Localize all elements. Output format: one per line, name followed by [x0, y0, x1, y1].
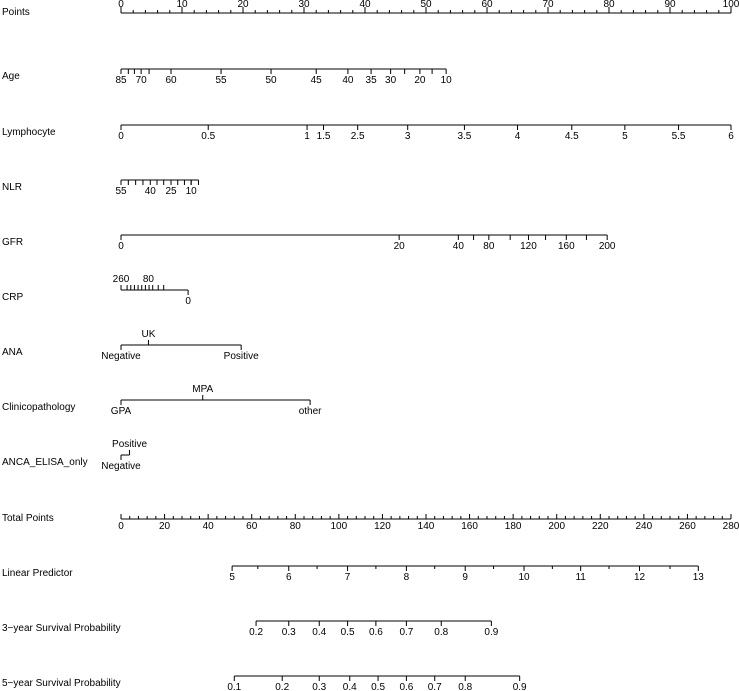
points-title: Points	[2, 7, 30, 18]
5-year-survival-probability-tick-label: 0.2	[275, 682, 290, 691]
total-points-tick-label: 100	[330, 521, 348, 532]
5-year-survival-probability-tick-label: 0.1	[227, 682, 242, 691]
3-year-survival-probability-tick-label: 0.3	[281, 627, 296, 638]
gfr-tick-label: 40	[452, 241, 464, 252]
age-tick-label: 10	[440, 75, 452, 86]
nlr-tick-label: 25	[165, 186, 177, 197]
clinicopathology-tick-label: GPA	[110, 406, 132, 417]
linear-predictor-tick-label: 9	[462, 572, 468, 583]
3-year-survival-probability-tick-label: 0.9	[484, 627, 499, 638]
total-points-tick-label: 60	[246, 521, 258, 532]
5-year-survival-probability-title: 5−year Survival Probability	[2, 678, 121, 689]
total-points-tick-label: 260	[679, 521, 696, 532]
points-tick-label: 90	[664, 0, 676, 10]
total-points-tick-label: 240	[635, 521, 653, 532]
3-year-survival-probability-tick-label: 0.5	[340, 627, 355, 638]
lymphocyte-tick-label: 0	[118, 131, 124, 142]
linear-predictor-tick-label: 6	[285, 572, 292, 583]
total-points-tick-label: 20	[159, 521, 171, 532]
lymphocyte-tick-label: 4.5	[564, 131, 579, 142]
nlr-tick-label: 55	[115, 186, 127, 197]
total-points-tick-label: 120	[374, 521, 391, 532]
lymphocyte-tick-label: 1.5	[316, 131, 331, 142]
3-year-survival-probability-tick-label: 0.6	[368, 627, 383, 638]
total-points-tick-label: 140	[417, 521, 435, 532]
linear-predictor-tick-label: 13	[692, 572, 704, 583]
ana-title: ANA	[2, 347, 23, 358]
lymphocyte-tick-label: 5	[622, 131, 628, 142]
total-points-tick-label: 220	[591, 521, 609, 532]
crp-tick-label: 260	[112, 274, 130, 285]
3-year-survival-probability-tick-label: 0.7	[399, 627, 414, 638]
ana-tick-label: Negative	[101, 351, 141, 362]
points-tick-label: 60	[481, 0, 493, 10]
linear-predictor-tick-label: 11	[575, 572, 586, 583]
total-points-tick-label: 180	[504, 521, 522, 532]
age-tick-label: 70	[135, 75, 147, 86]
ana-tick-label: Positive	[223, 351, 259, 362]
age-tick-label: 40	[342, 75, 354, 86]
points-tick-label: 80	[603, 0, 615, 10]
gfr-title: GFR	[2, 237, 24, 248]
points-tick-label: 70	[542, 0, 554, 10]
total-points-tick-label: 160	[461, 521, 478, 532]
crp-tick-label: 0	[185, 296, 191, 307]
gfr-tick-label: 200	[598, 241, 616, 252]
5-year-survival-probability-tick-label: 0.4	[342, 682, 357, 691]
gfr-tick-label: 160	[557, 241, 575, 252]
5-year-survival-probability-tick-label: 0.3	[312, 682, 327, 691]
age-tick-label: 55	[215, 75, 227, 86]
age-tick-label: 50	[265, 75, 277, 86]
points-tick-label: 0	[118, 0, 124, 10]
total-points-tick-label: 200	[548, 521, 566, 532]
age-tick-label: 85	[115, 75, 127, 86]
anca-elisa-only-tick-label: Positive	[112, 439, 148, 450]
lymphocyte-tick-label: 3	[404, 131, 411, 142]
lymphocyte-tick-label: 3.5	[457, 131, 472, 142]
total-points-tick-label: 280	[722, 521, 739, 532]
linear-predictor-tick-label: 5	[229, 572, 235, 583]
clinicopathology-tick-label: other	[298, 406, 322, 417]
age-title: Age	[2, 71, 20, 82]
total-points-tick-label: 80	[289, 521, 301, 532]
points-tick-label: 20	[237, 0, 249, 10]
age-tick-label: 20	[414, 75, 426, 86]
points-tick-label: 40	[359, 0, 371, 10]
nlr-tick-label: 10	[185, 186, 197, 197]
3-year-survival-probability-tick-label: 0.8	[434, 627, 449, 638]
gfr-tick-label: 0	[118, 241, 124, 252]
nlr-title: NLR	[2, 182, 23, 193]
5-year-survival-probability-tick-label: 0.5	[371, 682, 386, 691]
gfr-tick-label: 80	[483, 241, 495, 252]
age-tick-label: 30	[385, 75, 397, 86]
anca-elisa-only-title: ANCA_ELISA_only	[2, 457, 88, 468]
lymphocyte-tick-label: 6	[728, 131, 734, 142]
5-year-survival-probability-tick-label: 0.8	[458, 682, 473, 691]
age-tick-label: 60	[165, 75, 177, 86]
total-points-tick-label: 40	[202, 521, 214, 532]
lymphocyte-tick-label: 5.5	[671, 131, 686, 142]
linear-predictor-tick-label: 12	[633, 572, 646, 583]
points-tick-label: 30	[298, 0, 310, 10]
nlr-tick-label: 40	[144, 186, 156, 197]
crp-tick-label: 80	[142, 274, 154, 285]
age-tick-label: 45	[310, 75, 322, 86]
clinicopathology-tick-label: MPA	[192, 384, 214, 395]
gfr-tick-label: 120	[520, 241, 537, 252]
lymphocyte-tick-label: 0.5	[201, 131, 216, 142]
total-points-title: Total Points	[2, 513, 54, 524]
5-year-survival-probability-tick-label: 0.7	[427, 682, 442, 691]
points-tick-label: 10	[176, 0, 188, 10]
crp-title: CRP	[2, 292, 24, 303]
3-year-survival-probability-title: 3−year Survival Probability	[2, 623, 121, 634]
3-year-survival-probability-tick-label: 0.4	[312, 627, 327, 638]
points-tick-label: 100	[722, 0, 739, 10]
anca-elisa-only-tick-label: Negative	[101, 461, 141, 472]
clinicopathology-title: Clinicopathology	[2, 402, 76, 413]
lymphocyte-title: Lymphocyte	[2, 127, 56, 138]
3-year-survival-probability-tick-label: 0.2	[249, 627, 264, 638]
5-year-survival-probability-tick-label: 0.9	[512, 682, 527, 691]
lymphocyte-tick-label: 1	[304, 131, 310, 142]
gfr-tick-label: 20	[393, 241, 405, 252]
age-tick-label: 35	[365, 75, 377, 86]
points-tick-label: 50	[420, 0, 432, 10]
linear-predictor-tick-label: 7	[344, 572, 351, 583]
linear-predictor-title: Linear Predictor	[2, 568, 73, 579]
linear-predictor-tick-label: 10	[518, 572, 530, 583]
linear-predictor-tick-label: 8	[403, 572, 410, 583]
lymphocyte-tick-label: 2.5	[350, 131, 365, 142]
total-points-tick-label: 0	[118, 521, 124, 532]
ana-tick-label: UK	[141, 329, 156, 340]
lymphocyte-tick-label: 4	[514, 131, 521, 142]
5-year-survival-probability-tick-label: 0.6	[399, 682, 414, 691]
